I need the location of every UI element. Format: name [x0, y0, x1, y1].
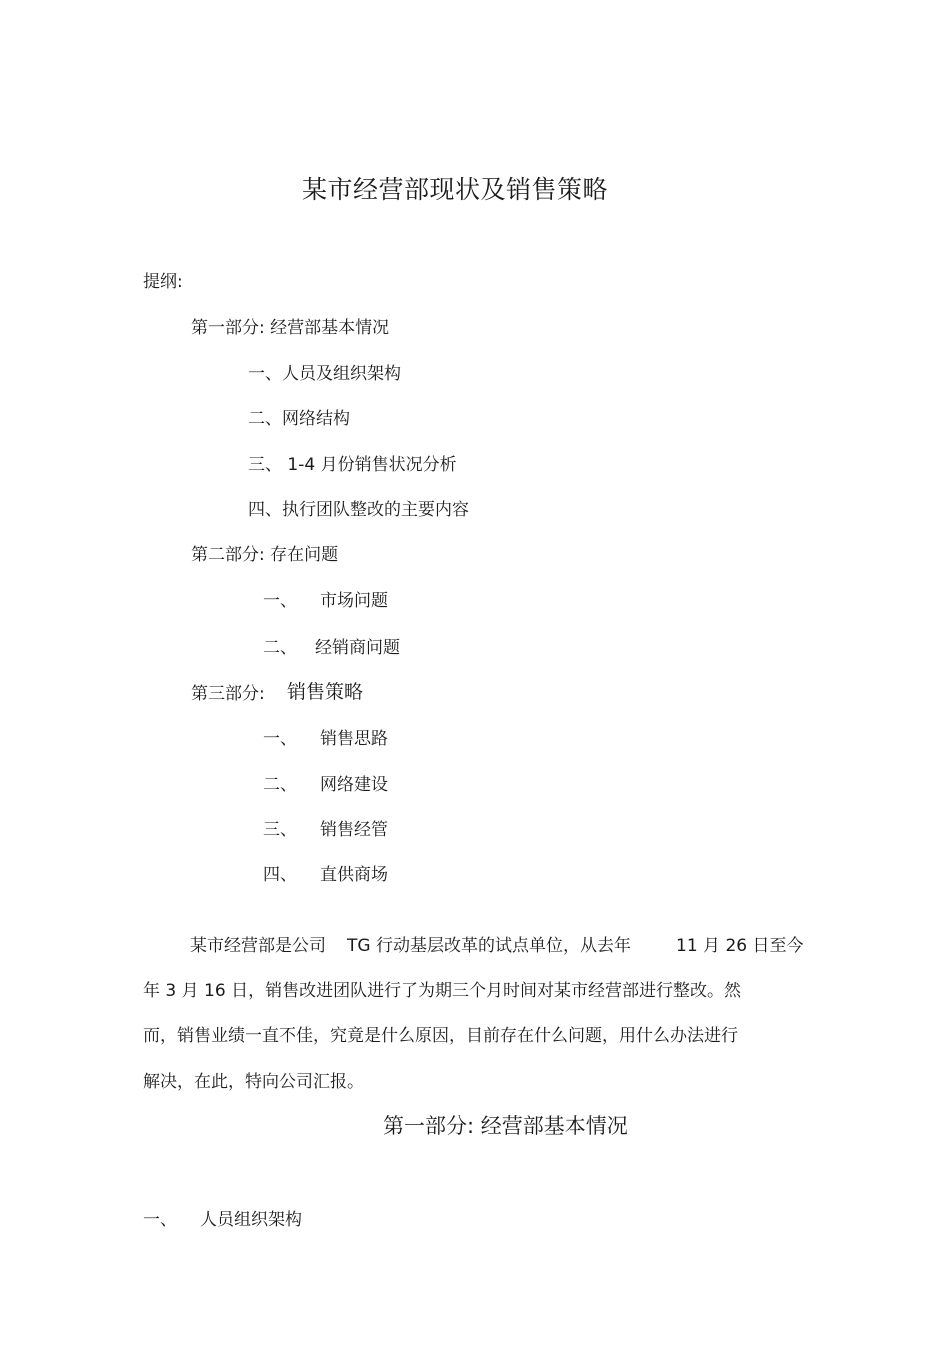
outline-part3-item-text: 销售经管 [320, 820, 388, 840]
intro-line: 年 3 月 16 日，销售改进团队进行了为期三个月时间对某市经营部进行整改。然 [143, 981, 742, 1001]
outline-part2-item-num: 二、 [263, 638, 297, 658]
subsection-title: 人员组织架构 [200, 1210, 302, 1230]
outline-part3-item-num: 二、 [263, 775, 297, 795]
outline-part3-item-num: 四、 [263, 865, 297, 885]
outline-part1-item: 二、网络结构 [248, 409, 350, 429]
outline-part3-heading-text: 销售策略 [287, 681, 364, 703]
intro-line: 解决，在此，特向公司汇报。 [143, 1072, 364, 1092]
outline-part3-heading-prefix: 第三部分: [191, 684, 265, 704]
intro-line: 某市经营部是公司 [190, 936, 326, 956]
subsection-num: 一、 [143, 1210, 177, 1230]
outline-part1-item: 四、执行团队整改的主要内容 [248, 500, 469, 520]
section-heading: 第一部分: 经营部基本情况 [383, 1114, 628, 1138]
outline-part2-item-num: 一、 [263, 591, 297, 611]
outline-part1-heading: 第一部分: 经营部基本情况 [191, 318, 390, 338]
outline-part1-item: 三、 1-4 月份销售状况分析 [248, 455, 457, 475]
outline-part3-item-text: 网络建设 [320, 775, 388, 795]
intro-line: 而，销售业绩一直不佳，究竟是什么原因，目前存在什么问题，用什么办法进行 [143, 1026, 738, 1046]
intro-line: 11 月 26 日至今 [676, 936, 804, 956]
outline-part3-item-text: 直供商场 [320, 865, 388, 885]
outline-part1-item: 一、人员及组织架构 [248, 364, 401, 384]
outline-part2-item-text: 市场问题 [320, 591, 388, 611]
outline-part3-item-num: 一、 [263, 729, 297, 749]
intro-line: TG 行动基层改革的试点单位，从去年 [347, 936, 631, 956]
outline-part3-item-text: 销售思路 [320, 729, 388, 749]
outline-label: 提纲: [143, 272, 183, 292]
page-title: 某市经营部现状及销售策略 [302, 175, 609, 204]
outline-part3-item-num: 三、 [263, 820, 297, 840]
outline-part2-heading: 第二部分: 存在问题 [191, 545, 339, 565]
outline-part2-item-text: 经销商问题 [315, 638, 400, 658]
